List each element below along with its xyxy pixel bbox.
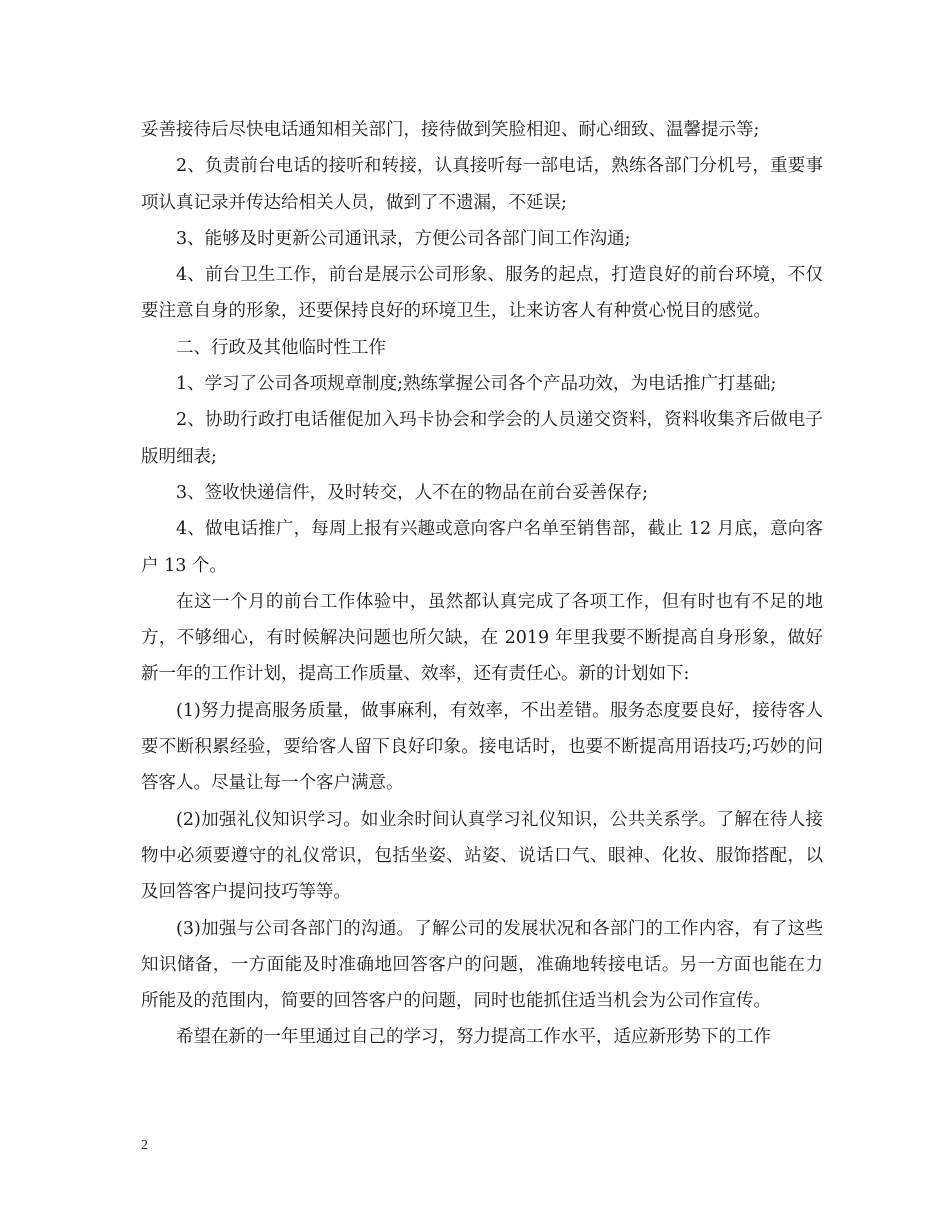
paragraph-item-hygiene: 4、前台卫生工作，前台是展示公司形象、服务的起点，打造良好的前台环境，不仅要注意自身的形象，还要保持良好的环境卫生，让来访客人有种赏心悦目的感觉。: [141, 265, 823, 322]
paragraph-item-assist: 2、协助行政打电话催促加入玛卡协会和学会的人员递交资料，资料收集齐后做电子版明细表;: [141, 410, 823, 467]
paragraph-summary: 在这一个月的前台工作体验中，虽然都认真完成了各项工作，但有时也有不足的地方，不够细心，有时候解决问题也所欠缺，在 2019 年里我要不断提高自身形象，做好新一年的工作计划，提高工作质量、效率，还有责任心。新的计划如下:: [141, 591, 823, 685]
paragraph-item-promotion: 4、做电话推广，每周上报有兴趣或意向客户名单至销售部，截止 12 月底，意向客户 13 个。: [141, 519, 823, 576]
paragraph-item-phone: 2、负责前台电话的接听和转接，认真接听每一部电话，熟练各部门分机号，重要事项认真记录并传达给相关人员，做到了不遗漏，不延误;: [141, 156, 823, 213]
page-number: 2: [141, 1138, 148, 1153]
paragraph-item-directory: 3、能够及时更新公司通讯录，方便公司各部门间工作沟通;: [176, 228, 631, 249]
paragraph-plan-communication: (3)加强与公司各部门的沟通。了解公司的发展状况和各部门的工作内容，有了这些知识储备，一方面能及时准确地回答客户的问题，准确地转接电话。另一方面也能在力所能及的范围内，简要的回答客户的问题，同时也能抓住适当机会为公司作宣传。: [141, 918, 823, 1012]
paragraph-item-courier: 3、签收快递信件，及时转交，人不在的物品在前台妥善保存;: [176, 482, 649, 503]
paragraph-continuation: 妥善接待后尽快电话通知相关部门，接待做到笑脸相迎、耐心细致、温馨提示等;: [141, 120, 760, 140]
document-body: [141, 112, 823, 1056]
paragraph-plan-service: (1)努力提高服务质量，做事麻利，有效率，不出差错。服务态度要良好，接待客人要不断积累经验，要给客人留下良好印象。接电话时，也要不断提高用语技巧;巧妙的问答客人。尽量让每一个客户满意。: [141, 700, 823, 794]
section-heading-admin: 二、行政及其他临时性工作: [176, 337, 386, 358]
paragraph-item-rules: 1、学习了公司各项规章制度;熟练掌握公司各个产品功效，为电话推广打基础;: [176, 374, 777, 395]
paragraph-closing: 希望在新的一年里通过自己的学习，努力提高工作水平，适应新形势下的工作: [176, 1027, 771, 1048]
paragraph-plan-etiquette: (2)加强礼仪知识学习。如业余时间认真学习礼仪知识，公共关系学。了解在待人接物中必须要遵守的礼仪常识，包括坐姿、站姿、说话口气、眼神、化妆、服饰搭配，以及回答客户提问技巧等等。: [141, 809, 823, 903]
